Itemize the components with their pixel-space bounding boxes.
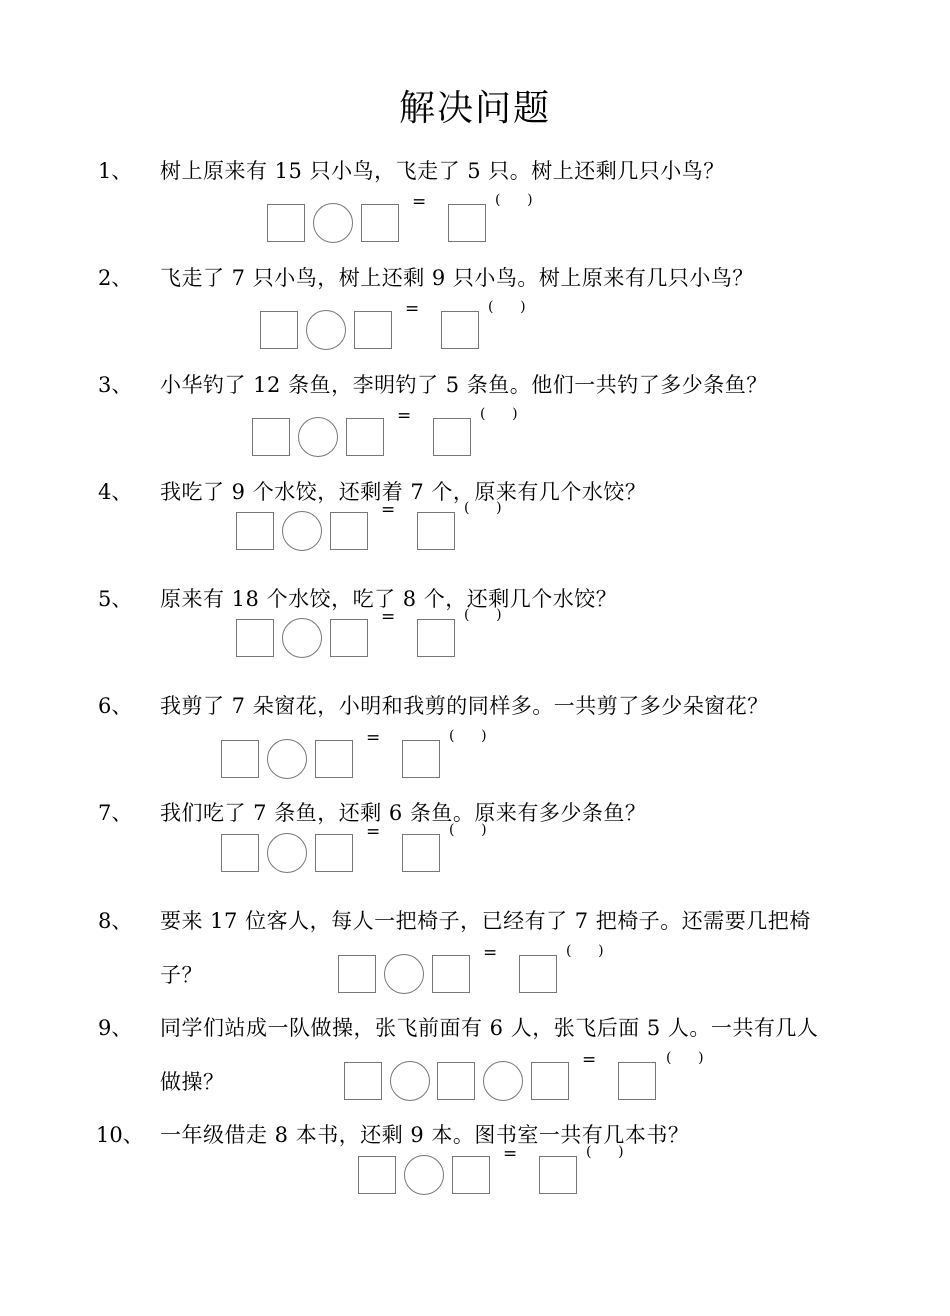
problem-number: 9、 xyxy=(98,1016,133,1040)
operator-circle[interactable] xyxy=(483,1061,523,1101)
unit-parentheses[interactable]: ( ) xyxy=(480,406,518,422)
problem-number: 7、 xyxy=(98,801,133,825)
problem-text: 飞走了 7 只小鸟，树上还剩 9 只小鸟。树上原来有几只小鸟？ xyxy=(160,266,754,290)
operator-circle[interactable] xyxy=(404,1155,444,1195)
unit-parentheses[interactable]: ( ) xyxy=(566,943,604,959)
answer-box[interactable] xyxy=(354,311,392,349)
answer-box[interactable] xyxy=(315,740,353,778)
operator-circle[interactable] xyxy=(384,954,424,994)
equals-sign: = xyxy=(381,500,396,520)
equals-sign: = xyxy=(405,299,420,319)
operator-circle[interactable] xyxy=(267,739,307,779)
unit-parentheses[interactable]: ( ) xyxy=(666,1050,704,1066)
problem-text: 一年级借走 8 本书，还剩 9 本。图书室一共有几本书？ xyxy=(160,1123,690,1147)
answer-box[interactable] xyxy=(260,311,298,349)
answer-box[interactable] xyxy=(361,204,399,242)
problem-number: 6、 xyxy=(98,694,133,718)
answer-box[interactable] xyxy=(330,512,368,550)
unit-parentheses[interactable]: ( ) xyxy=(449,728,487,744)
problem-text: 树上原来有 15 只小鸟，飞走了 5 只。树上还剩几只小鸟？ xyxy=(160,159,725,183)
unit-parentheses[interactable]: ( ) xyxy=(464,607,502,623)
problem-number: 1、 xyxy=(98,159,133,183)
unit-parentheses[interactable]: ( ) xyxy=(488,299,526,315)
problem-number: 5、 xyxy=(98,587,133,611)
equals-sign: = xyxy=(503,1144,518,1164)
answer-box[interactable] xyxy=(519,955,557,993)
answer-box[interactable] xyxy=(330,619,368,657)
answer-box[interactable] xyxy=(346,418,384,456)
answer-box[interactable] xyxy=(452,1156,490,1194)
answer-box[interactable] xyxy=(539,1156,577,1194)
page-title: 解决问题 xyxy=(398,88,551,129)
unit-parentheses[interactable]: ( ) xyxy=(449,822,487,838)
equals-sign: = xyxy=(412,192,427,212)
problem-text: 原来有 18 个水饺，吃了 8 个，还剩几个水饺？ xyxy=(160,587,618,611)
equals-sign: = xyxy=(366,822,381,842)
equals-sign: = xyxy=(582,1050,597,1070)
answer-box[interactable] xyxy=(441,311,479,349)
problem-text: 小华钓了 12 条鱼，李明钓了 5 条鱼。他们一共钓了多少条鱼？ xyxy=(160,373,768,397)
answer-box[interactable] xyxy=(432,955,470,993)
equals-sign: = xyxy=(366,728,381,748)
operator-circle[interactable] xyxy=(313,203,353,243)
answer-box[interactable] xyxy=(618,1062,656,1100)
answer-box[interactable] xyxy=(417,512,455,550)
answer-box[interactable] xyxy=(433,418,471,456)
problem-number: 2、 xyxy=(98,266,133,290)
problem-number: 8、 xyxy=(98,909,133,933)
equals-sign: = xyxy=(397,406,412,426)
answer-box[interactable] xyxy=(437,1062,475,1100)
operator-circle[interactable] xyxy=(390,1061,430,1101)
answer-box[interactable] xyxy=(338,955,376,993)
unit-parentheses[interactable]: ( ) xyxy=(586,1144,624,1160)
equals-sign: = xyxy=(483,943,498,963)
answer-box[interactable] xyxy=(221,740,259,778)
answer-box[interactable] xyxy=(344,1062,382,1100)
answer-box[interactable] xyxy=(267,204,305,242)
answer-box[interactable] xyxy=(252,418,290,456)
problem-text: 要来 17 位客人，每人一把椅子，已经有了 7 把椅子。还需要几把椅 xyxy=(160,909,811,933)
answer-box[interactable] xyxy=(315,834,353,872)
problem-number: 3、 xyxy=(98,373,133,397)
answer-box[interactable] xyxy=(531,1062,569,1100)
answer-box[interactable] xyxy=(221,834,259,872)
answer-box[interactable] xyxy=(417,619,455,657)
problem-text-continued: 做操？ xyxy=(160,1070,225,1094)
operator-circle[interactable] xyxy=(298,417,338,457)
answer-box[interactable] xyxy=(358,1156,396,1194)
problem-number: 4、 xyxy=(98,480,133,504)
problem-text: 我吃了 9 个水饺，还剩着 7 个，原来有几个水饺？ xyxy=(160,480,647,504)
operator-circle[interactable] xyxy=(306,310,346,350)
problem-text-continued: 子？ xyxy=(160,963,203,987)
operator-circle[interactable] xyxy=(267,833,307,873)
problem-text: 同学们站成一队做操，张飞前面有 6 人，张飞后面 5 人。一共有几人 xyxy=(160,1016,819,1040)
operator-circle[interactable] xyxy=(282,511,322,551)
unit-parentheses[interactable]: ( ) xyxy=(464,500,502,516)
unit-parentheses[interactable]: ( ) xyxy=(495,192,533,208)
problem-text: 我剪了 7 朵窗花，小明和我剪的同样多。一共剪了多少朵窗花？ xyxy=(160,694,769,718)
equals-sign: = xyxy=(381,607,396,627)
answer-box[interactable] xyxy=(236,512,274,550)
answer-box[interactable] xyxy=(236,619,274,657)
problem-text: 我们吃了 7 条鱼，还剩 6 条鱼。原来有多少条鱼？ xyxy=(160,801,647,825)
answer-box[interactable] xyxy=(402,834,440,872)
operator-circle[interactable] xyxy=(282,618,322,658)
answer-box[interactable] xyxy=(402,740,440,778)
problem-number: 10、 xyxy=(96,1123,144,1147)
answer-box[interactable] xyxy=(448,204,486,242)
